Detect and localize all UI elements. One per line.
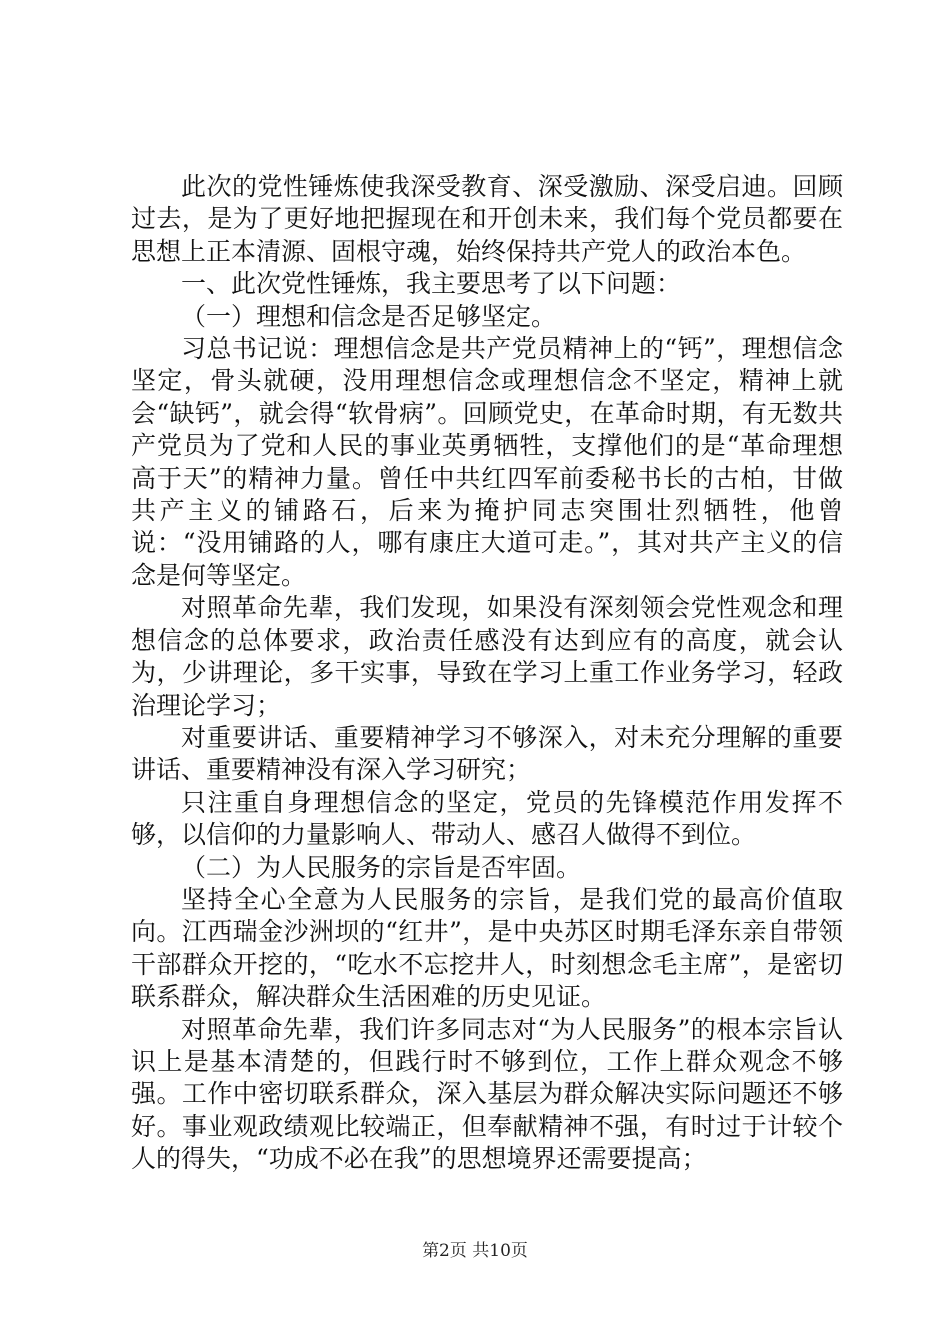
page-number-footer: 第2页 共10页: [422, 1241, 528, 1261]
paragraph-comparison-1: 对照革命先辈，我们发现，如果没有深刻领会党性观念和理想信念的总体要求，政治责任感没有达到应有的高度，就会认为，少讲理论，多干实事，导致在学习上重工作业务学习，轻政治理论学习；: [131, 593, 843, 720]
paragraph-serve-people: 坚持全心全意为人民服务的宗旨，是我们党的最高价值取向。江西瑞金沙洲坝的“红井”，是中央苏区时期毛泽东亲自带领干部群众开挖的，“吃水不忘挖井人，时刻想念毛主席”，是密切联系群众，解决群众生活困难的历史见证。: [131, 884, 843, 1012]
subheading-1: （一）理想和信念是否足够坚定。: [181, 301, 557, 331]
paragraph-comparison-2: 对照革命先辈，我们许多同志对“为人民服务”的根本宗旨认识上是基本清楚的，但践行时不够到位，工作上群众观念不够强。工作中密切联系群众，深入基层为群众解决实际问题还不够好。事业观政绩观比较端正，但奉献精神不强，有时过于计较个人的得失，“功成不必在我”的思想境界还需要提高；: [131, 1014, 843, 1174]
paragraph-ideals: 习总书记说：理想信念是共产党员精神上的“钙”，理想信念坚定，骨头就硬，没用理想信念或理想信念不坚定，精神上就会“缺钙”，就会得“软骨病”。回顾党史，在革命时期，有无数共产党员为了党和人民的事业英勇牺牲，支撑他们的是“革命理想高于天”的精神力量。曾任中共红四军前委秘书长的古柏，甘做共产主义的铺路石，后来为掩护同志突围壮烈牺牲，他曾说：“没用铺路的人，哪有康庄大道可走。”，其对共产主义的信念是何等坚定。: [131, 334, 843, 590]
paragraph-vanguard: 只注重自身理想信念的坚定，党员的先锋模范作用发挥不够，以信仰的力量影响人、带动人、感召人做得不到位。: [131, 787, 843, 850]
subheading-2: （二）为人民服务的宗旨是否牢固。: [181, 852, 582, 882]
document-body: [131, 171, 843, 1176]
paragraph-study: 对重要讲话、重要精神学习不够深入，对未充分理解的重要讲话、重要精神没有深入学习研究；: [131, 722, 843, 785]
section-heading-1: 一、此次党性锤炼，我主要思考了以下问题：: [181, 269, 682, 299]
paragraph-intro: 此次的党性锤炼使我深受教育、深受激励、深受启迪。回顾过去，是为了更好地把握现在和开创未来，我们每个党员都要在思想上正本清源、固根守魂，始终保持共产党人的政治本色。: [131, 172, 843, 266]
